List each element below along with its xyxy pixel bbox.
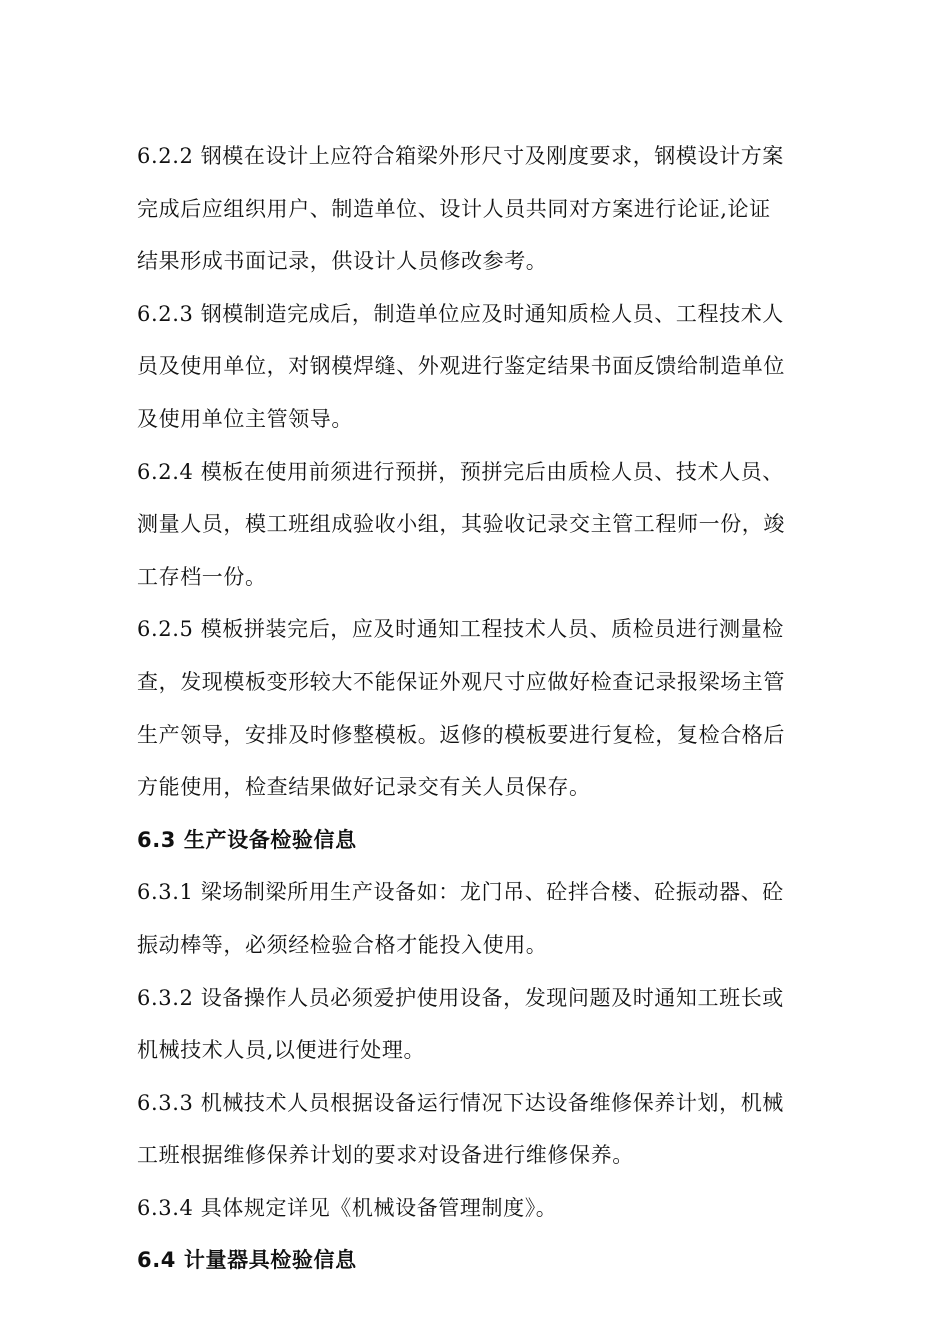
paragraph-line: 6.3.1 梁场制梁所用生产设备如：龙门吊、砼拌合楼、砼振动器、砼 <box>137 880 784 905</box>
paragraph-line: 查，发现模板变形较大不能保证外观尺寸应做好检查记录报梁场主管 <box>137 669 785 694</box>
paragraph-6-2-4 <box>137 446 817 604</box>
paragraph-6-3-3 <box>137 1077 817 1182</box>
paragraph-line: 方能使用，检查结果做好记录交有关人员保存。 <box>137 775 591 800</box>
paragraph-6-2-3 <box>137 288 817 446</box>
paragraph-line: 生产领导，安排及时修整模板。返修的模板要进行复检，复检合格后 <box>137 722 785 747</box>
paragraph-line: 工班根据维修保养计划的要求对设备进行维修保养。 <box>137 1143 634 1168</box>
paragraph-6-2-5 <box>137 603 817 813</box>
paragraph-line: 机械技术人员,以便进行处理。 <box>137 1038 426 1063</box>
paragraph-line: 6.2.4 模板在使用前须进行预拼，预拼完后由质检人员、技术人员、 <box>137 459 784 484</box>
paragraph-6-3-1 <box>137 866 817 971</box>
paragraph-line: 及使用单位主管领导。 <box>137 406 353 431</box>
paragraph-line: 结果形成书面记录，供设计人员修改参考。 <box>137 249 548 274</box>
paragraph-line: 6.2.2 钢模在设计上应符合箱梁外形尺寸及刚度要求，钢模设计方案 <box>137 144 784 168</box>
paragraph-line: 6.3.3 机械技术人员根据设备运行情况下达设备维修保养计划，机械 <box>137 1090 784 1115</box>
section-heading-6-4: 6.4 计量器具检验信息 <box>137 1248 357 1273</box>
paragraph-line: 员及使用单位，对钢模焊缝、外观进行鉴定结果书面反馈给制造单位 <box>137 354 785 379</box>
paragraph-line: 工存档一份。 <box>137 564 267 589</box>
paragraph-line: 6.3.2 设备操作人员必须爱护使用设备，发现问题及时通知工班长或 <box>137 985 784 1010</box>
paragraph-line: 6.3.4 具体规定详见《机械设备管理制度》。 <box>137 1195 558 1220</box>
paragraph-line: 测量人员，模工班组成验收小组，其验收记录交主管工程师一份，竣 <box>137 512 785 537</box>
paragraph-6-3-2 <box>137 972 817 1077</box>
paragraph-line: 6.2.5 模板拼装完后，应及时通知工程技术人员、质检员进行测量检 <box>137 617 784 642</box>
paragraph-line: 6.2.3 钢模制造完成后，制造单位应及时通知质检人员、工程技术人 <box>137 301 784 326</box>
paragraph-line: 振动棒等，必须经检验合格才能投入使用。 <box>137 932 548 957</box>
section-heading-6-3: 6.3 生产设备检验信息 <box>137 827 357 852</box>
paragraph-line: 完成后应组织用户、制造单位、设计人员共同对方案进行论证,论证 <box>137 196 771 221</box>
paragraph-6-2-2 <box>137 130 817 288</box>
paragraph-6-3-4 <box>137 1182 817 1235</box>
document-body <box>137 130 817 1287</box>
